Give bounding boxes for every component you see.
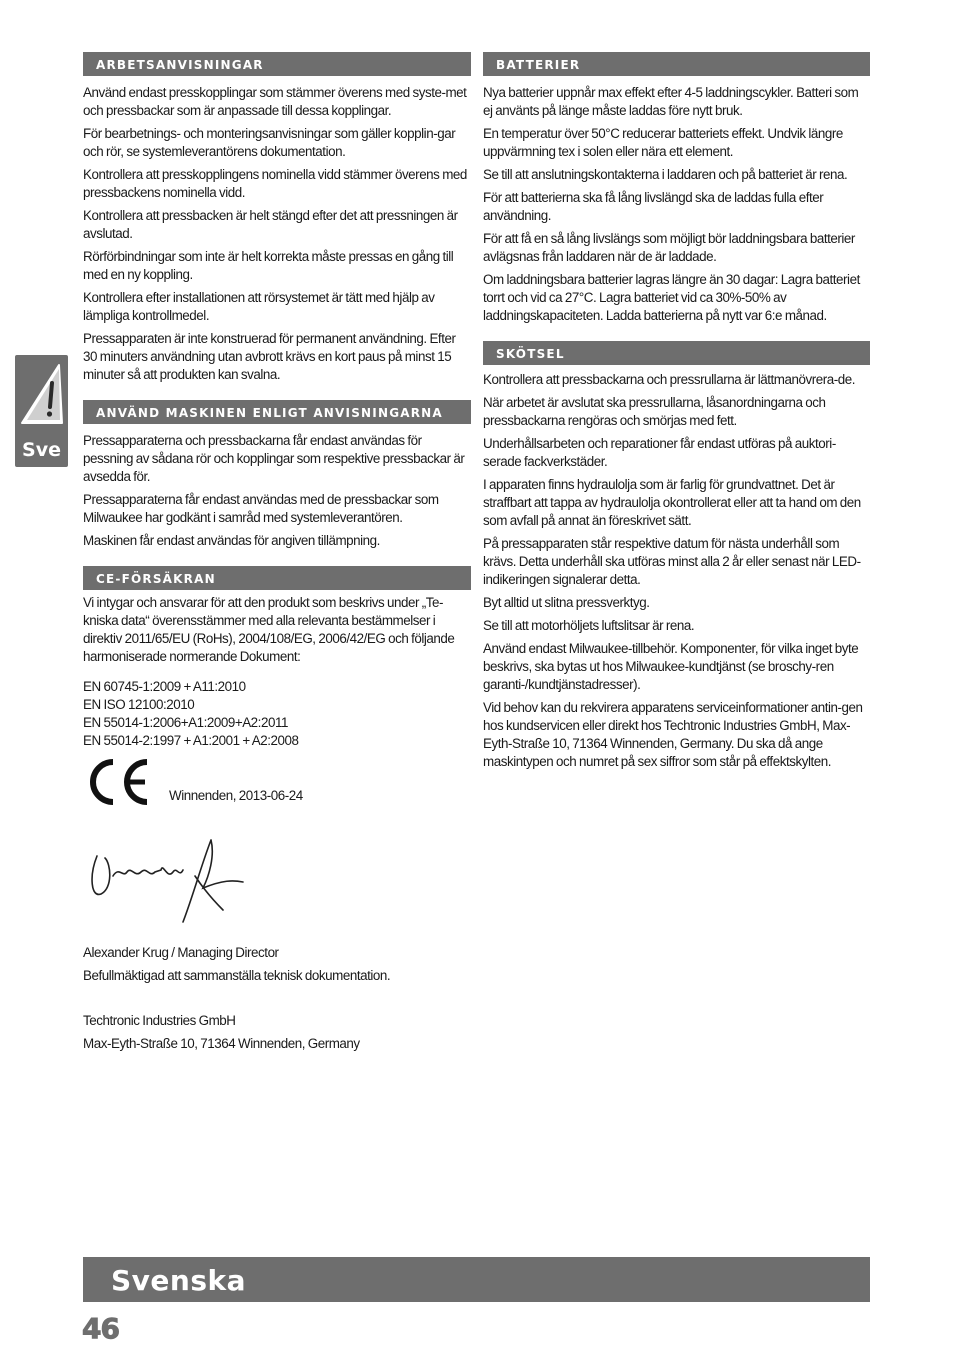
warning-icon (19, 363, 64, 431)
signer-block (83, 944, 471, 985)
section-body (483, 76, 870, 325)
paragraph: Pressapparaterna och pressbackarna får endast användas för pessning av sådana rör och kopplingar som respektive pressbackar är avsedda för. (83, 433, 465, 484)
paragraph: Använd endast Milwaukee-tillbehör. Komponenter, för vilka inget byte beskrivs, ska bytas ut hos Milwaukee-kundtjänst (se broschy-ren garanti-/kundtjänstadresser). (483, 641, 859, 692)
paragraph: Byt alltid ut slitna pressverktyg. (483, 595, 650, 610)
section-heading: BATTERIER (483, 52, 870, 76)
standard-item: EN ISO 12100:2010 (83, 697, 195, 712)
company-name: Techtronic Industries GmbH (83, 1013, 236, 1028)
section-heading: ARBETSANVISNINGAR (83, 52, 471, 76)
section-arbetsanvisningar (83, 52, 471, 384)
paragraph: För att batterierna ska få lång livslängd ska de laddas fulla efter användning. (483, 190, 824, 223)
right-column (483, 52, 870, 776)
signer-name: Alexander Krug / Managing Director (83, 945, 279, 960)
paragraph: Nya batterier uppnår max effekt efter 4-5 laddningscykler. Batteri som ej använts på länge måste laddas före nytt bruk. (483, 85, 859, 118)
place-date: Winnenden, 2013-06-24 (169, 788, 303, 803)
paragraph: På pressapparaten står respektive datum för nästa underhåll som krävs. Detta underhåll ska utföras minst alla 2 år eller senast när LED-indikeringen signalerar detta. (483, 536, 861, 587)
language-tab-label: Sve (22, 439, 61, 461)
section-body (83, 76, 471, 384)
standard-item: EN 55014-1:2006+A1:2009+A2:2011 (83, 715, 288, 730)
paragraph: Kontrollera att pressbacken är helt stängd efter det att pressningen är avslutad. (83, 208, 458, 241)
standard-item: EN 55014-2:1997 + A1:2001 + A2:2008 (83, 733, 299, 748)
signature-image (83, 836, 253, 926)
section-body (83, 590, 471, 1053)
authorization-text: Befullmäktigad att sammanställa teknisk dokumentation. (83, 968, 391, 983)
company-street: Max-Eyth-Straße 10, 71364 Winnenden, Germany (83, 1036, 360, 1051)
ce-mark-row (83, 758, 471, 812)
paragraph: Kontrollera att pressbackarna och pressrullarna är lättmanövrera-de. (483, 372, 856, 387)
section-heading: CE-FÖRSÄKRAN (83, 566, 471, 590)
paragraph: I apparaten finns hydraulolja som är farlig för grundvattnet. Det är straffbart att tappa av hydraulolja okontrollerat eller att ta hand om den som avfall på annat än föreskrivet sätt. (483, 477, 861, 528)
section-skotsel (483, 341, 870, 771)
paragraph: Vid behov kan du rekvirera apparatens serviceinformationer antin-gen hos kundservicen eller direkt hos Techtronic Industries GmbH, Max-Eyth-Straße 10, 71364 Winnenden, Germany. Du ska då ange maskintypen och numret på sex siffror som står på effektskylten. (483, 700, 863, 769)
section-anvand-maskinen (83, 400, 471, 550)
standard-item: EN 60745-1:2009 + A11:2010 (83, 679, 246, 694)
left-column (83, 52, 471, 1058)
section-heading: SKÖTSEL (483, 341, 870, 365)
paragraph: Pressapparaten är inte konstruerad för permanent användning. Efter 30 minuters användning utan avbrott krävs en kort paus på minst 15 minuter så att produkten kan svalna. (83, 331, 456, 382)
section-ce-forsakran (83, 566, 471, 1053)
paragraph: En temperatur över 50°C reducerar batteriets effekt. Undvik längre uppvärmning tex i solen eller nära ett element. (483, 126, 843, 159)
paragraph: Se till att anslutningskontakterna i laddaren och på batteriet är rena. (483, 167, 848, 182)
paragraph: När arbetet är avslutat ska pressrullarna, låsanordningarna och pressbackarna rengöras och smörjas med fett. (483, 395, 826, 428)
section-body (483, 365, 870, 771)
paragraph: För bearbetnings- och monteringsanvisningar som gäller kopplin-gar och rör, se systemleverantörens dokumentation. (83, 126, 456, 159)
paragraph: Rörförbindningar som inte är helt korrekta måste pressas en gång till med en ny koppling. (83, 249, 454, 282)
page-number: 46 (82, 1312, 119, 1345)
paragraph: Underhållsarbeten och reparationer får endast utföras på auktori-serade fackverkstäder. (483, 436, 836, 469)
paragraph: Pressapparaterna får endast användas med de pressbackar som Milwaukee har godkänt i samråd med systemleverantören. (83, 492, 439, 525)
footer-language-bar: Svenska (83, 1257, 870, 1302)
company-address (83, 1012, 471, 1053)
standards-list (83, 678, 471, 750)
paragraph: Använd endast presskopplingar som stämmer överens med syste-met och pressbackar som är anpassade till dessa kopplingar. (83, 85, 467, 118)
paragraph: Kontrollera efter installationen att rörsystemet är tätt med hjälp av lämpliga kontrollmedel. (83, 290, 435, 323)
section-batterier (483, 52, 870, 325)
ce-declaration-text: Vi intygar och ansvarar för att den produkt som beskrivs under „Te-kniska data“ överensstämmer med alla relevanta bestämmelser i direktiv 2011/65/EU (RoHs), 2004/108/EG, 2006/42/EG och följande harmoniserade normerande Dokument: (83, 595, 455, 664)
language-side-tab (15, 355, 68, 467)
paragraph: Om laddningsbara batterier lagras längre än 30 dagar: Lagra batteriet torrt och vid ca 27°C. Lagra batteriet vid ca 30%-50% av laddningskapaciteten. Ladda batterierna på nytt var 6:e månad. (483, 272, 860, 323)
paragraph: För att få en så lång livslängs som möjligt bör laddningsbara batterier avlägsnas från laddaren när de är laddade. (483, 231, 855, 264)
paragraph: Maskinen får endast användas för angiven tillämpning. (83, 533, 380, 548)
paragraph: Kontrollera att presskopplingens nominella vidd stämmer överens med pressbackens nominella vidd. (83, 167, 467, 200)
section-body (83, 424, 471, 550)
section-heading: ANVÄND MASKINEN ENLIGT ANVISNINGARNA (83, 400, 471, 424)
paragraph: Se till att motorhöljets luftslitsar är rena. (483, 618, 695, 633)
ce-mark-logo (85, 758, 151, 806)
